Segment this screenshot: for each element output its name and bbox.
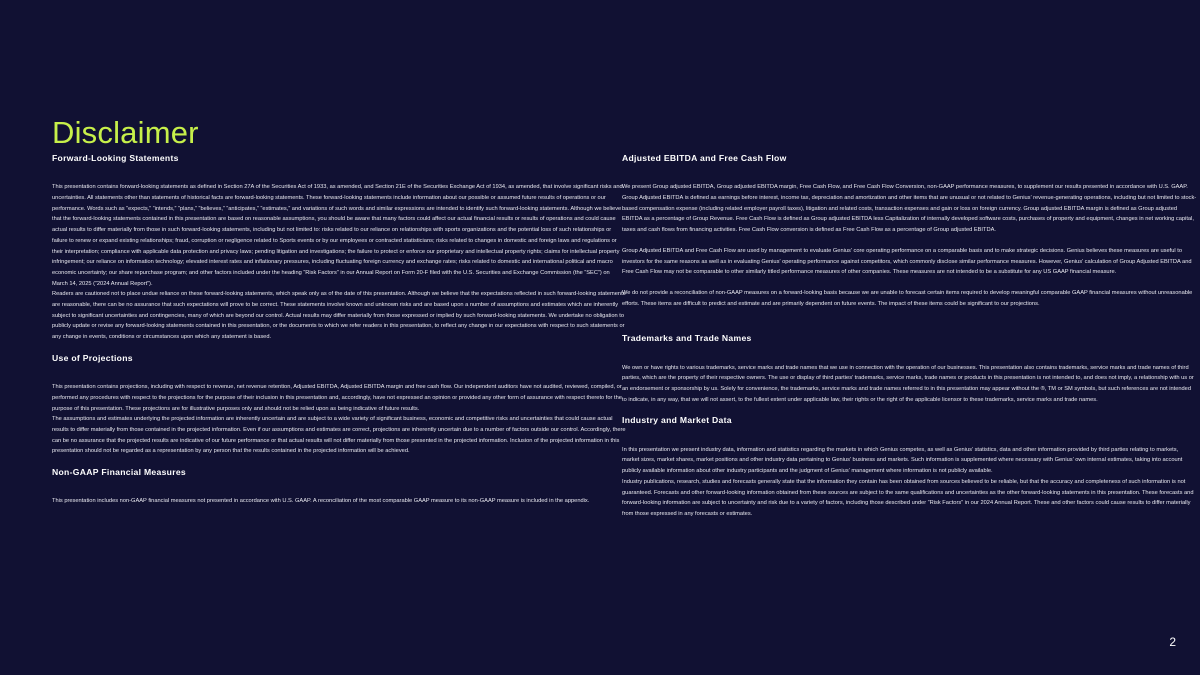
projections-paragraph-2: The assumptions and estimates underlying the projected information are inherently uncertain and are subject to a wide variety of significant business, economic and competitive risks and uncertainties that could cause actual results to differ materially from those contained in the projected information. Even if our assumptions and estimates are correct, projections are inherently uncertain due to a number of factors outside our control. Accordingly, there can be no assurance that the projected results are indicative of our future performance or that actual results will not differ materially from those presented in the projected information. Inclusion of the projected information in this presentation should not be regarded as a representation by any person that the results contained in the projected information will be achieved. (52, 416, 626, 455)
right-column (622, 153, 1197, 520)
industry-paragraph-1: In this presentation we present industry data, information and statistics regarding the markets in which Genius competes, as well as Genius’ statistics, data and other information provided by third parties relating to markets, market sizes, market shares, market positions and other industry data pertaining to Genius’ business and markets. Such information is supplemented where necessary with Genius’ own internal estimates, taking into account publicly available information about other industry participants and the judgment of Genius’ management where information is not publicly available. (622, 446, 1183, 475)
page-title: Disclaimer (52, 115, 199, 150)
ebitda-paragraph-1: We present Group adjusted EBITDA, Group adjusted EBITDA margin, Free Cash Flow, and Free Cash Flow Conversion, non-GAAP performance measures, to supplement our results presented in accordance with U.S. GAAP. Group Adjusted EBITDA is defined as earnings before interest, income tax, depreciation and amortization and other items that are unusual or not related to Genius’ revenue-generating operations, including but not limited to stock-based compensation expense (including related employer payroll taxes), litigation and related costs, transaction expenses and gain or loss on foreign currency. Group adjusted EBITDA margin is defined as Group adjusted EBITDA as a percentage of Group Revenue. Free Cash Flow is defined as Group adjusted EBITDA less Capitalization of internally developed software costs, purchases of property and equipment, changes in net working capital, taxes and cash flows from financing activities. Free Cash Flow conversion is defined as Free Cash Flow as a percentage of Group adjusted EBITDA. (622, 184, 1197, 234)
trademarks-paragraph: We own or have rights to various trademarks, service marks and trade names that we use in connection with the operation of our businesses. This presentation also contains trademarks, service marks and trade names of third parties, which are the property of their respective owners. The use or display of third parties’ trademarks, service marks, trade names or products in this presentation is not intended to, and does not imply, a relationship with us or an endorsement or sponsorship by us. Solely for convenience, the trademarks, service marks and trade names referred to in this presentation may appear without the ®, TM or SM symbols, but such references are not intended to indicate, in any way, that we will not assert, to the fullest extent under applicable law, their rights or the right of the applicable licensor to these trademarks, service marks and trade names. (622, 364, 1194, 403)
industry-heading: Industry and Market Data (622, 415, 732, 426)
non-gaap-heading: Non-GAAP Financial Measures (52, 467, 187, 478)
left-column (52, 153, 627, 507)
forward-looking-paragraph-1: This presentation contains forward-looking statements as defined in Section 27A of the Securities Act of 1933, as amended, and Section 21E of the Securities Exchange Act of 1934, as amended, that involve significant risks and uncertainties. All statements other than statements of historical facts are forward-looking statements. These forward-looking statements include information about our possible or assumed future results of operations or our performance. Words such as “expects,” “intends,” “plans,” “believes,” “anticipates,” “estimates,” and variations of such words and similar expressions are intended to identify such forward-looking statements. Although we believe that the forward-looking statements contained in this presentation are based on reasonable assumptions, you should be aware that many factors could affect our actual financial results or results of operations and could cause actual results to differ materially from those in such forward-looking statements, including but not limited to: risks related to our reliance on relationships with sports organizations and the potential loss of such relationships or failure to renew or expand existing relationships; fraud, corruption or negligence related to Sports events or by our employees or contracted statisticians; risks related to changes in domestic and foreign laws and regulations or their interpretation; compliance with applicable data protection and privacy laws; pending litigation and investigations; the failure to protect or enforce our proprietary and intellectual property rights; claims for intellectual property infringement; our reliance on information technology; elevated interest rates and inflationary pressures, including fluctuating foreign currency and exchange rates; risks related to domestic and international political and macro economic uncertainty; our share repurchase program; and other factors included under the heading “Risk Factors” in our Annual Report on Form 20-F filed with the U.S. Securities and Exchange Commission (the “SEC”) on March 14, 2025 (“2024 Annual Report”). (52, 184, 623, 287)
trademarks-heading: Trademarks and Trade Names (622, 333, 752, 344)
page-number: 2 (1169, 635, 1176, 649)
projections-heading: Use of Projections (52, 352, 133, 363)
industry-paragraph-2: Industry publications, research, studies and forecasts generally state that the information they contain has been obtained from sources believed to be reliable, but that the accuracy and completeness of such information is not guaranteed. Forecasts and other forward-looking information obtained from these sources are subject to the same qualifications and uncertainties as the other forward-looking statements in this presentation. These forecasts and forward-looking information are subject to uncertainty and risk due to a variety of factors, including those described under “Risk Factors” in our 2024 Annual Report. These and other factors could cause results to differ materially from those expressed in any forecasts or estimates. (622, 478, 1194, 517)
forward-looking-heading: Forward-Looking Statements (52, 153, 179, 163)
forward-looking-paragraph-2: Readers are cautioned not to place undue reliance on these forward-looking statements, which speak only as of the date of this presentation. Although we believe that the expectations reflected in such forward-looking statements are reasonable, there can be no assurance that such expectations will prove to be correct. These statements involve known and unknown risks and are based upon a number of assumptions and estimates which are inherently subject to significant uncertainties and contingencies, many of which are beyond our control. Actual results may differ materially from those expressed or implied by such forward-looking statements. We undertake no obligation to publicly update or revise any forward-looking statements contained in this presentation, or the documents to which we refer readers in this presentation, to reflect any change in our expectations with respect to such statements or any change in events, conditions or circumstances upon which any statement is based. (52, 291, 626, 341)
non-gaap-paragraph: This presentation includes non-GAAP financial measures not presented in accordance with U.S. GAAP. A reconciliation of the most comparable GAAP measure to its non-GAAP measure is included in the appendix. (52, 498, 590, 505)
ebitda-paragraph-3: We do not provide a reconciliation of non-GAAP measures on a forward-looking basis because we are unable to forecast certain items required to develop meaningful comparable GAAP financial measures without unreasonable efforts. These items are difficult to predict and estimate and are primarily dependent on future events. The impact of these items could be significant to our projections. (622, 289, 1193, 307)
projections-paragraph-1: This presentation contains projections, including with respect to revenue, net revenue retention, Adjusted EBITDA, Adjusted EBITDA margin and free cash flow. Our independent auditors have not audited, reviewed, compiled, or performed any procedures with respect to the projections for the purpose of their inclusion in this presentation and, accordingly, have not expressed an opinion or provided any other form of assurance with respect thereto for the purpose of this presentation. These projections are for illustrative purposes only and should not be relied upon as being indicative of future results. (52, 384, 622, 412)
ebitda-heading: Adjusted EBITDA and Free Cash Flow (622, 153, 787, 163)
ebitda-paragraph-2: Group Adjusted EBITDA and Free Cash Flow are used by management to evaluate Genius’ core operating performance on a comparable basis and to make strategic decisions. Genius believes these measures are useful to investors for the same reasons as well as in evaluating Genius’ operating performance against competitors, which commonly disclose similar performance measures. However, Genius’ calculation of Group Adjusted EBITDA and Free Cash Flow may not be comparable to other similarly titled performance measures of other companies. These measures are not intended to be a substitute for any US GAAP financial measure. (622, 247, 1192, 276)
